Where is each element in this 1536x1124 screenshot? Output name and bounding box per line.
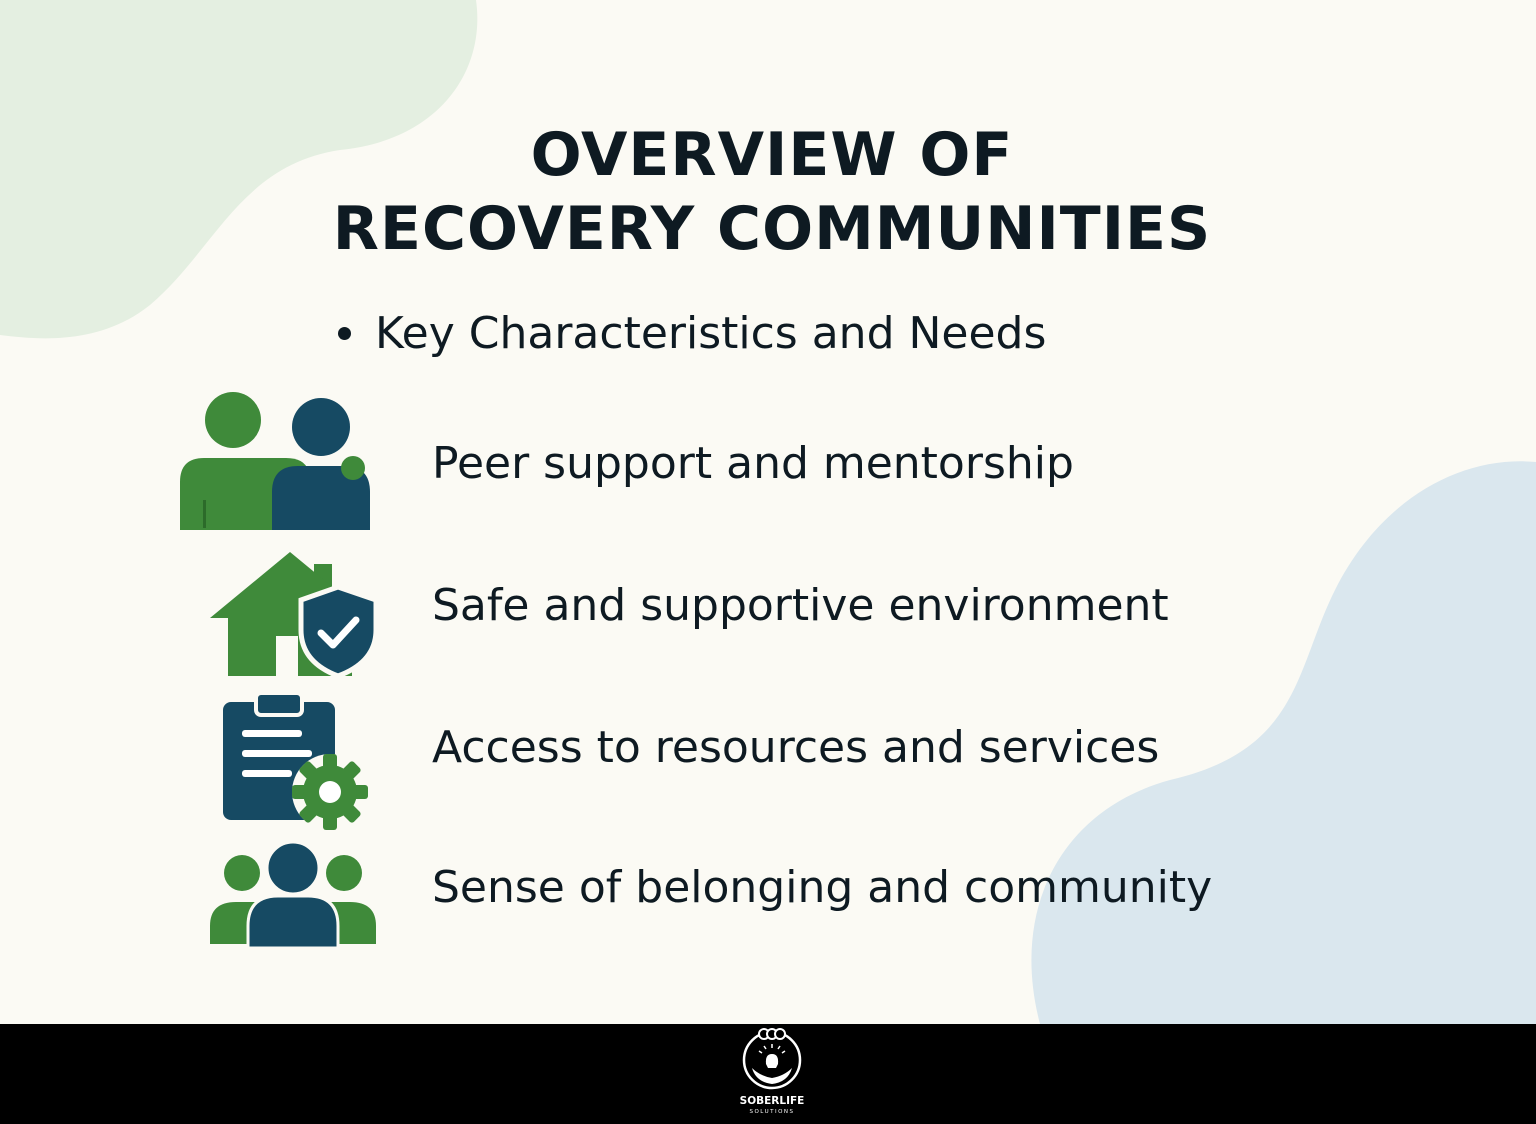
svg-text:SOLUTIONS: SOLUTIONS — [749, 1109, 795, 1115]
item-text-peer-support: Peer support and mentorship — [432, 438, 1074, 489]
title-line-1: OVERVIEW OF — [530, 120, 1014, 190]
subtitle-bullet — [338, 304, 1046, 364]
item-text-resources: Access to resources and services — [432, 722, 1160, 773]
clipboard-gear-icon — [220, 690, 372, 830]
item-text-safe-environment: Safe and supportive environment — [432, 580, 1169, 631]
page-title — [0, 118, 1536, 266]
subtitle-text: Key Characteristics and Needs — [375, 308, 1047, 359]
svg-text:SOBERLIFE: SOBERLIFE — [739, 1095, 805, 1107]
group-people-icon — [208, 840, 378, 950]
title-line-2: RECOVERY COMMUNITIES — [332, 194, 1212, 264]
house-shield-icon — [206, 550, 378, 678]
two-people-icon — [176, 390, 372, 532]
soberlife-logo — [738, 1028, 806, 1120]
bullet-dot — [338, 327, 351, 340]
item-text-belonging: Sense of belonging and community — [432, 862, 1213, 913]
